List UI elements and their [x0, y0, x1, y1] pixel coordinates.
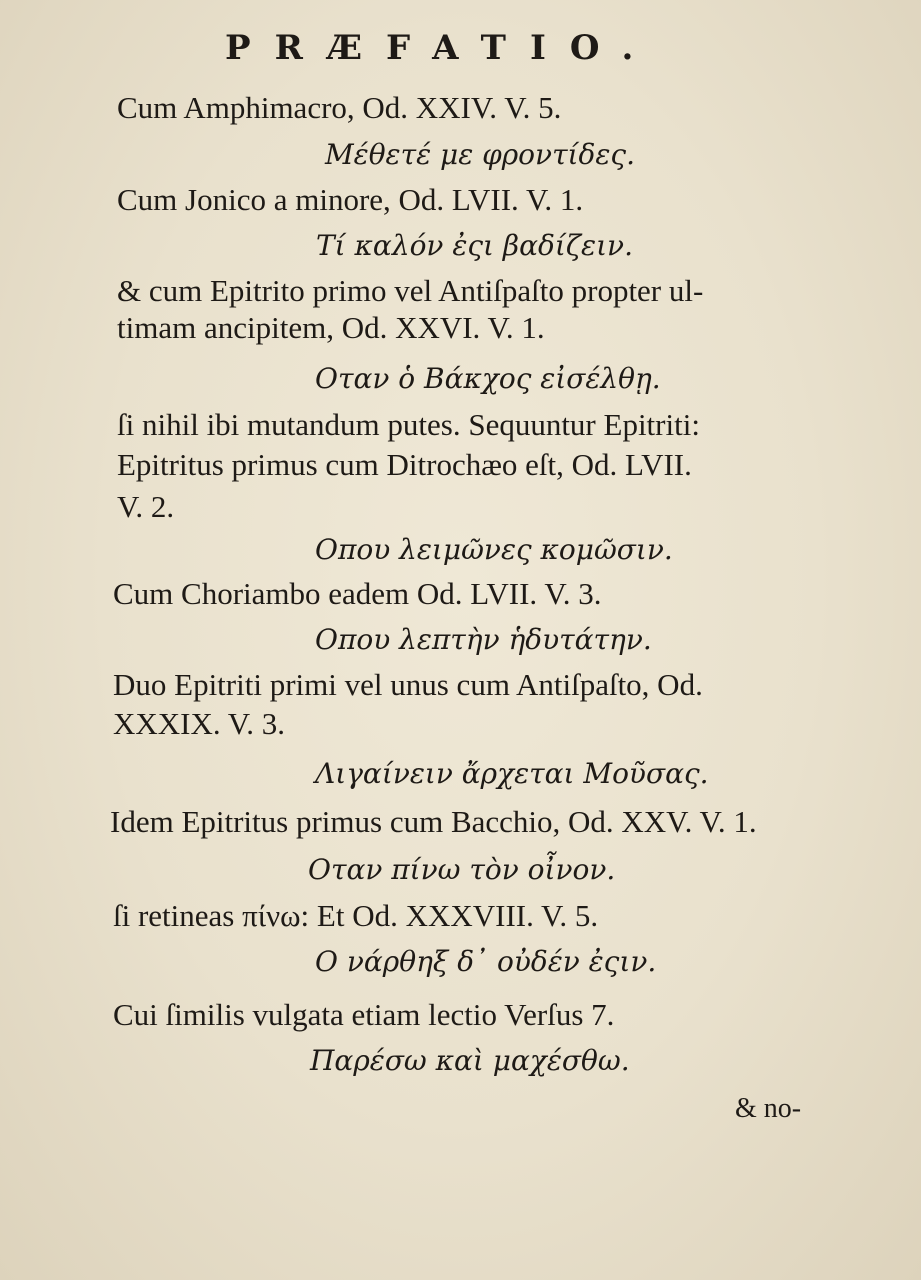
- text-line: Οπου λειμῶνες κομῶσιν.: [315, 533, 673, 566]
- text-line: Τί καλόν ἐςι βαδίζειν.: [316, 229, 633, 262]
- text-line: Οπου λεπτὴν ἡδυτάτην.: [315, 623, 652, 656]
- text-line: ſi nihil ibi mutandum putes. Sequuntur Epitriti:: [117, 407, 700, 442]
- text-line: Idem Epitritus primus cum Bacchio, Od. XXV. V. 1.: [110, 804, 757, 839]
- text-line: Μέθετέ με φροντίδες.: [325, 138, 635, 171]
- text-line: Cum Jonico a minore, Od. LVII. V. 1.: [117, 182, 584, 217]
- catchword: & no-: [735, 1093, 802, 1124]
- text-line: Cum Amphimacro, Od. XXIV. V. 5.: [117, 90, 562, 125]
- text-line: & cum Epitrito primo vel Antiſpaſto propter ul-: [117, 273, 704, 308]
- text-line: Cum Choriambo eadem Od. LVII. V. 3.: [113, 576, 602, 611]
- text-line: Cui ſimilis vulgata etiam lectio Verſus 7.: [113, 997, 615, 1032]
- text-line: Οταν ὁ Βάκχος εἰσέλθῃ.: [315, 362, 661, 395]
- text-line: Epitritus primus cum Ditrochæo eſt, Od. LVII.: [117, 447, 692, 482]
- text-line: Οταν πίνω τὸν οἶνον.: [308, 853, 616, 886]
- text-line: Duo Epitriti primi vel unus cum Antiſpaſto, Od.: [113, 667, 703, 702]
- text-line: Ο νάρθηξ δ᾽ οὐδέν ἐςιν.: [315, 945, 657, 978]
- text-line: Παρέσω καὶ μαχέσθω.: [310, 1044, 630, 1077]
- text-line: V. 2.: [117, 489, 175, 524]
- text-line: timam ancipitem, Od. XXVI. V. 1.: [117, 310, 545, 345]
- text-line: ſi retineas πίνω: Et Od. XXXVIII. V. 5.: [113, 898, 599, 933]
- text-line: Λιγαίνειν ἄρχεται Μοῦσας.: [315, 757, 709, 790]
- text-line: XXXIX. V. 3.: [113, 706, 285, 741]
- page-header: PRÆFATIO.: [225, 28, 658, 68]
